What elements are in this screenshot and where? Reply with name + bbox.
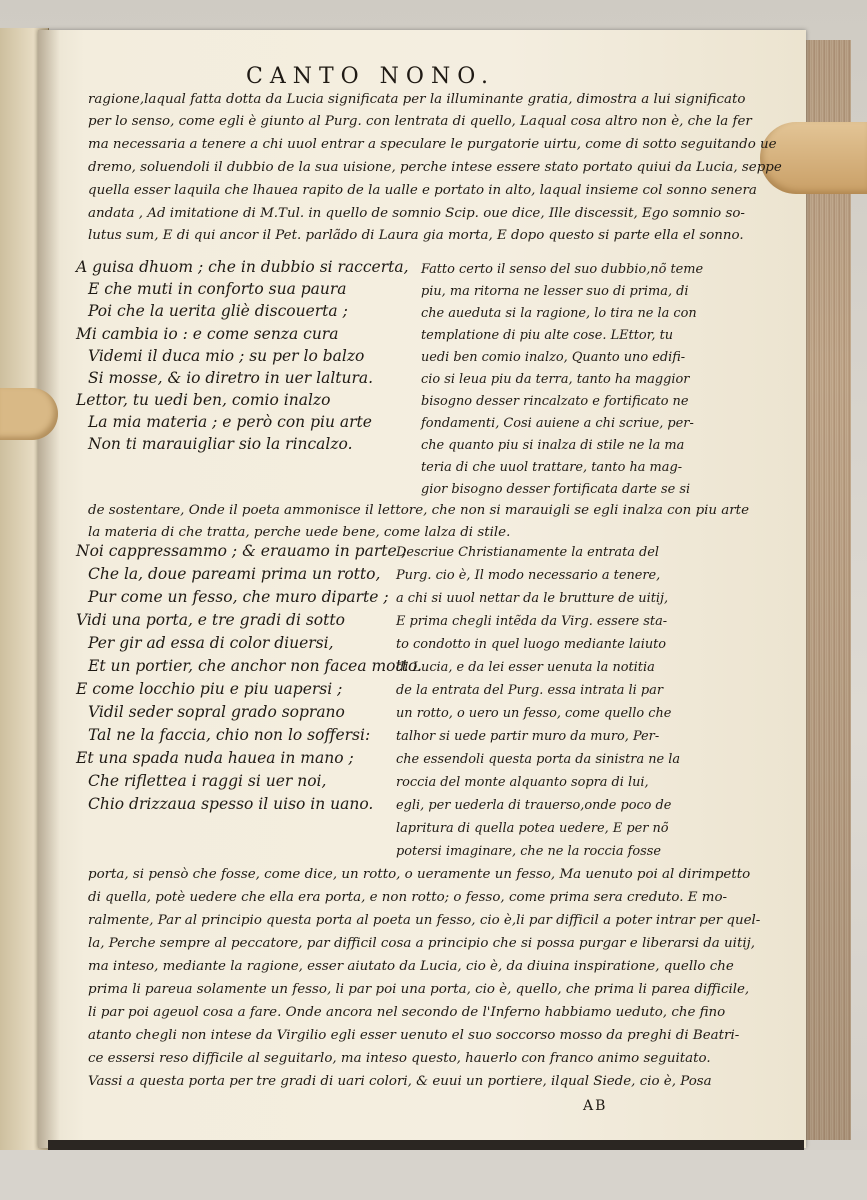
- commentary-line: ce essersi reso difficile al seguitarlo, ma inteso questo, hauerlo con franco animo seguitato.: [88, 1051, 711, 1066]
- gloss-line: talhor si uede partir muro da muro, Per-: [396, 729, 660, 744]
- commentary-line: ragione,laqual fatta dotta da Lucia significata per la illuminante gratia, dimostra a lui significato: [88, 92, 746, 107]
- verse-line: Poi che la uerita gliè discouerta ;: [88, 302, 348, 320]
- verse-line: Non ti marauigliar sio la rincalzo.: [88, 435, 353, 453]
- page-title: CANTO NONO.: [246, 64, 495, 89]
- verse-line: Videmi il duca mio ; su per lo balzo: [88, 347, 365, 365]
- gloss-line: lapritura di quella potea uedere, E per nõ: [396, 821, 669, 836]
- commentary-line: Vassi a questa porta per tre gradi di uari colori, & euui un portiere, ilqual Siede, cio è, Posa: [88, 1074, 712, 1089]
- gloss-line: che aueduta si la ragione, lo tira ne la con: [421, 306, 697, 321]
- gloss-line: che essendoli questa porta da sinistra ne la: [396, 752, 681, 767]
- page-block-edge: [800, 40, 851, 1140]
- verse-line: A guisa dhuom ; che in dubbio si raccerta,: [76, 258, 409, 276]
- gloss-line: Descriue Christianamente la entrata del: [396, 545, 660, 560]
- gloss-line: to condotto in quel luogo mediante laiuto: [396, 637, 667, 652]
- commentary-line: di quella, potè uedere che ella era porta, e non rotto; o fesso, come prima sera creduto. E mo-: [88, 890, 728, 905]
- commentary-line: atanto chegli non intese da Virgilio egli esser uenuto el suo soccorso mosso da preghi di Beatri-: [88, 1028, 740, 1043]
- gloss-line: fondamenti, Cosi auiene a chi scriue, per-: [421, 416, 694, 431]
- gloss-line: un rotto, o uero un fesso, come quello che: [396, 706, 672, 721]
- gloss-line: roccia del monte alquanto sopra di lui,: [396, 775, 649, 790]
- verse-line: Vidil seder sopral grado soprano: [88, 703, 345, 721]
- commentary-line: andata , Ad imitatione di M.Tul. in quello de somnio Scip. oue dice, Ille discessit, Ego somnio so-: [88, 206, 745, 221]
- verse-line: Pur come un fesso, che muro diparte ;: [88, 588, 389, 606]
- commentary-line: li par poi ageuol cosa a fare. Onde ancora nel secondo de l'Inferno habbiamo ueduto, che fino: [88, 1005, 726, 1020]
- verse-line: E che muti in conforto sua paura: [88, 280, 347, 298]
- verse-line: Et una spada nuda hauea in mano ;: [76, 749, 354, 767]
- verse-line: Si mosse, & io diretro in uer laltura.: [88, 369, 374, 387]
- verse-line: Che la, doue pareami prima un rotto,: [88, 565, 381, 583]
- commentary-line: ma inteso, mediante la ragione, esser aiutato da Lucia, cio è, da diuina inspiratione, quello che: [88, 959, 734, 974]
- gloss-line: a chi si uuol nettar da le brutture de uitij,: [396, 591, 669, 606]
- gloss-line: cio si leua piu da terra, tanto ha maggior: [421, 372, 690, 387]
- commentary-line: la materia di che tratta, perche uede bene, come lalza di stile.: [88, 525, 511, 540]
- gloss-line: de la entrata del Purg. essa intrata li par: [396, 683, 663, 698]
- gloss-line: potersi imaginare, che ne la roccia fosse: [396, 844, 662, 859]
- gloss-line: gior bisogno desser fortificata darte se si: [421, 482, 691, 497]
- verse-line: Noi cappressammo ; & erauamo in parte ;: [76, 542, 407, 560]
- gloss-line: E prima chegli intẽda da Virg. essere sta-: [396, 614, 668, 629]
- table-surface: [0, 1150, 867, 1200]
- verse-line: Mi cambia io : e come senza cura: [76, 325, 339, 343]
- signature-mark: AB: [583, 1098, 608, 1114]
- commentary-line: de sostentare, Onde il poeta ammonisce il lettore, che non si marauigli se egli inalza con piu arte: [88, 503, 749, 518]
- commentary-line: ralmente, Par al principio questa porta al poeta un fesso, cio è,li par difficil a poter intrar per quel-: [88, 913, 761, 928]
- verse-line: E come locchio piu e piu uapersi ;: [76, 680, 343, 698]
- gloss-line: templatione di piu alte cose. LEttor, tu: [421, 328, 674, 343]
- commentary-line: porta, si pensò che fosse, come dice, un rotto, o ueramente un fesso, Ma uenuto poi al dirimpetto: [88, 867, 751, 882]
- commentary-line: la, Perche sempre al peccatore, par difficil cosa a principio che si possa purgar e liberarsi da uitij,: [88, 936, 756, 951]
- verse-line: Per gir ad essa di color diuersi,: [88, 634, 334, 652]
- verse-line: Vidi una porta, e tre gradi di sotto: [76, 611, 345, 629]
- gloss-line: bisogno desser rincalzato e fortificato ne: [421, 394, 689, 409]
- gloss-line: uedi ben comio inalzo, Quanto uno edifi-: [421, 350, 686, 365]
- gloss-line: piu, ma ritorna ne lesser suo di prima, di: [421, 284, 689, 299]
- verse-line: Che riflettea i raggi si uer noi,: [88, 772, 327, 790]
- commentary-line: dremo, soluendoli il dubbio de la sua uisione, perche intese essere stato portato quiui da Lucia, seppe: [88, 160, 782, 175]
- gloss-line: egli, per uederla di trauerso,onde poco de: [396, 798, 672, 813]
- gloss-line: Fatto certo il senso del suo dubbio,nõ teme: [421, 262, 704, 277]
- commentary-line: quella esser laquila che lhauea rapito de la ualle e portato in alto, laqual insieme col sonno senera: [88, 183, 757, 198]
- book-support-right: [760, 122, 867, 194]
- commentary-line: prima li pareua solamente un fesso, li par poi una porta, cio è, quello, che prima li parea difficile,: [88, 982, 750, 997]
- book-support-left: [0, 388, 58, 440]
- spine-shadow: [38, 30, 60, 1148]
- verse-line: Lettor, tu uedi ben, comio inalzo: [76, 391, 331, 409]
- verse-line: Tal ne la faccia, chio non lo soffersi:: [88, 726, 371, 744]
- gloss-line: teria di che uuol trattare, tanto ha mag-: [421, 460, 683, 475]
- verse-line: La mia materia ; e però con piu arte: [88, 413, 372, 431]
- verse-line: Chio drizzaua spesso il uiso in uano.: [88, 795, 374, 813]
- commentary-line: per lo senso, come egli è giunto al Purg. con lentrata di quello, Laqual cosa altro non è, che la fer: [88, 114, 752, 129]
- gloss-line: di Lucia, e da lei esser uenuta la notitia: [396, 660, 655, 675]
- verse-line: Et un portier, che anchor non facea motto.: [88, 657, 422, 675]
- gloss-line: che quanto piu si inalza di stile ne la ma: [421, 438, 685, 453]
- commentary-line: ma necessaria a tenere a chi uuol entrar a speculare le purgatorie uirtu, come di sotto seguitando ue: [88, 137, 777, 152]
- commentary-line: lutus sum, E di qui ancor il Pet. parlãdo di Laura gia morta, E dopo questo si parte ella el sonno.: [88, 228, 744, 243]
- gloss-line: Purg. cio è, Il modo necessario a tenere,: [396, 568, 661, 583]
